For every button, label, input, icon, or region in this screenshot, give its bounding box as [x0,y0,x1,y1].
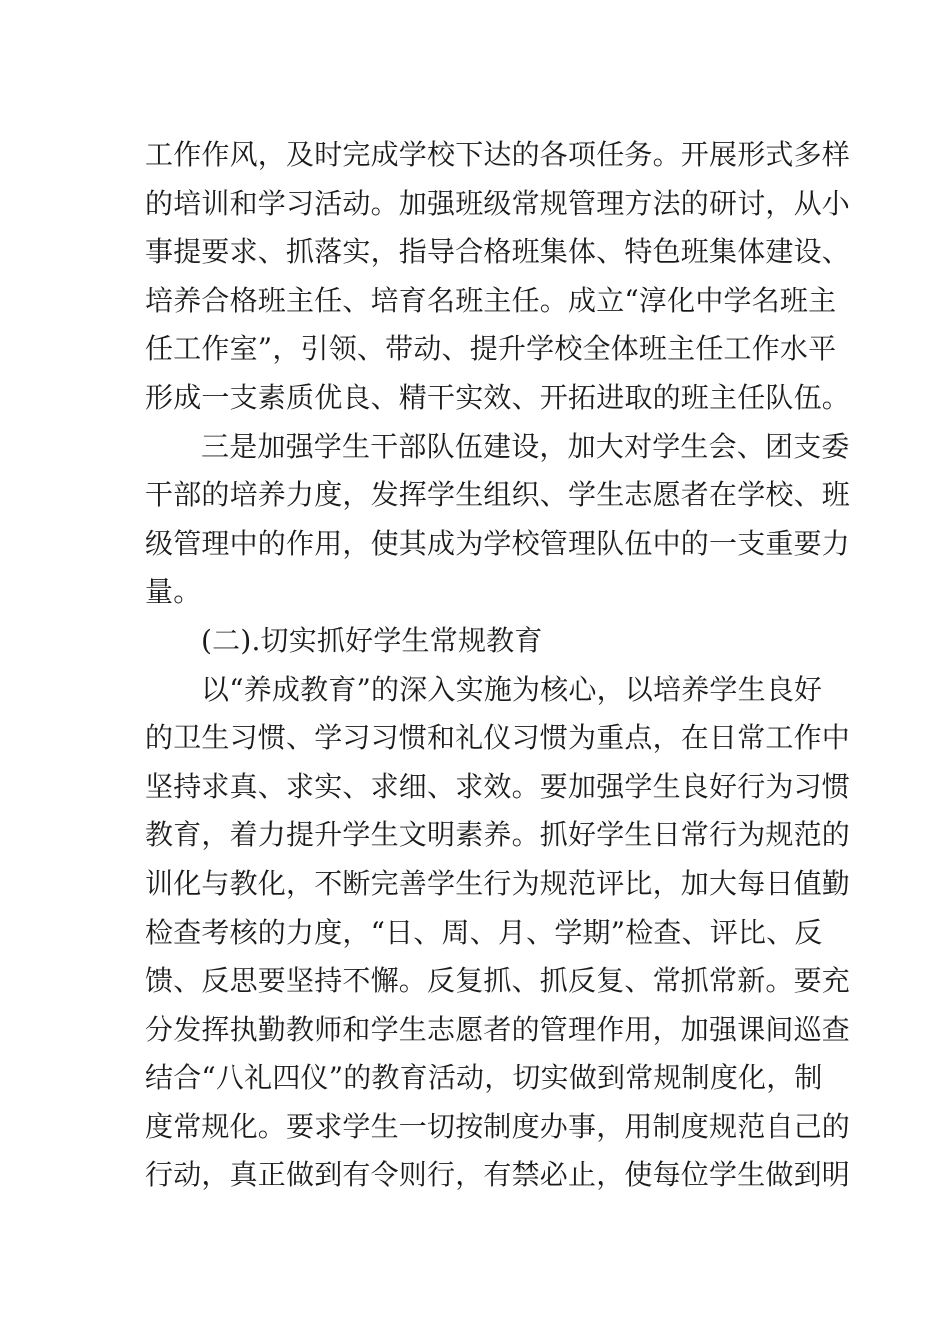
document-body [145,131,851,1200]
text-line: 馈、反思要坚持不懈。反复抓、抓反复、常抓常新。要充 [145,964,851,998]
text-line: 量。 [145,575,202,609]
paragraph-first-line: 三是加强学生干部队伍建设，加大对学生会、团支委 [201,429,850,463]
text-line: 训化与教化，不断完善学生行为规范评比，加大每日值勤 [145,866,851,900]
text-line: 任工作室”，引领、带动、提升学校全体班主任工作水平 [145,332,837,366]
text-line: 坚持求真、求实、求细、求效。要加强学生良好行为习惯 [145,769,851,803]
text-line: 的培训和学习活动。加强班级常规管理方法的研讨，从小 [145,186,851,220]
text-line: 干部的培养力度，发挥学生组织、学生志愿者在学校、班 [145,478,851,512]
section-heading: (二).切实抓好学生常规教育 [201,623,543,657]
text-line: 教育，着力提升学生文明素养。抓好学生日常行为规范的 [145,818,851,852]
text-line: 检查考核的力度，“日、周、月、学期”检查、评比、反 [145,915,823,949]
text-line: 形成一支素质优良、精干实效、开拓进取的班主任队伍。 [145,380,851,414]
text-line: 的卫生习惯、学习习惯和礼仪习惯为重点，在日常工作中 [145,721,851,755]
paragraph-first-line: 以“养成教育”的深入实施为核心，以培养学生良好 [201,672,823,706]
text-line: 结合“八礼四仪”的教育活动，切实做到常规制度化，制 [145,1061,823,1095]
text-line: 行动，真正做到有令则行，有禁必止，使每位学生做到明 [145,1158,851,1192]
text-line: 级管理中的作用，使其成为学校管理队伍中的一支重要力 [145,526,851,560]
text-line: 工作作风，及时完成学校下达的各项任务。开展形式多样 [145,138,851,171]
text-line: 分发挥执勤教师和学生志愿者的管理作用，加强课间巡查 [145,1012,851,1046]
text-line: 事提要求、抓落实，指导合格班集体、特色班集体建设、 [145,235,851,269]
text-line: 培养合格班主任、培育名班主任。成立“淳化中学名班主 [145,283,837,317]
text-line: 度常规化。要求学生一切按制度办事，用制度规范自己的 [145,1109,851,1143]
